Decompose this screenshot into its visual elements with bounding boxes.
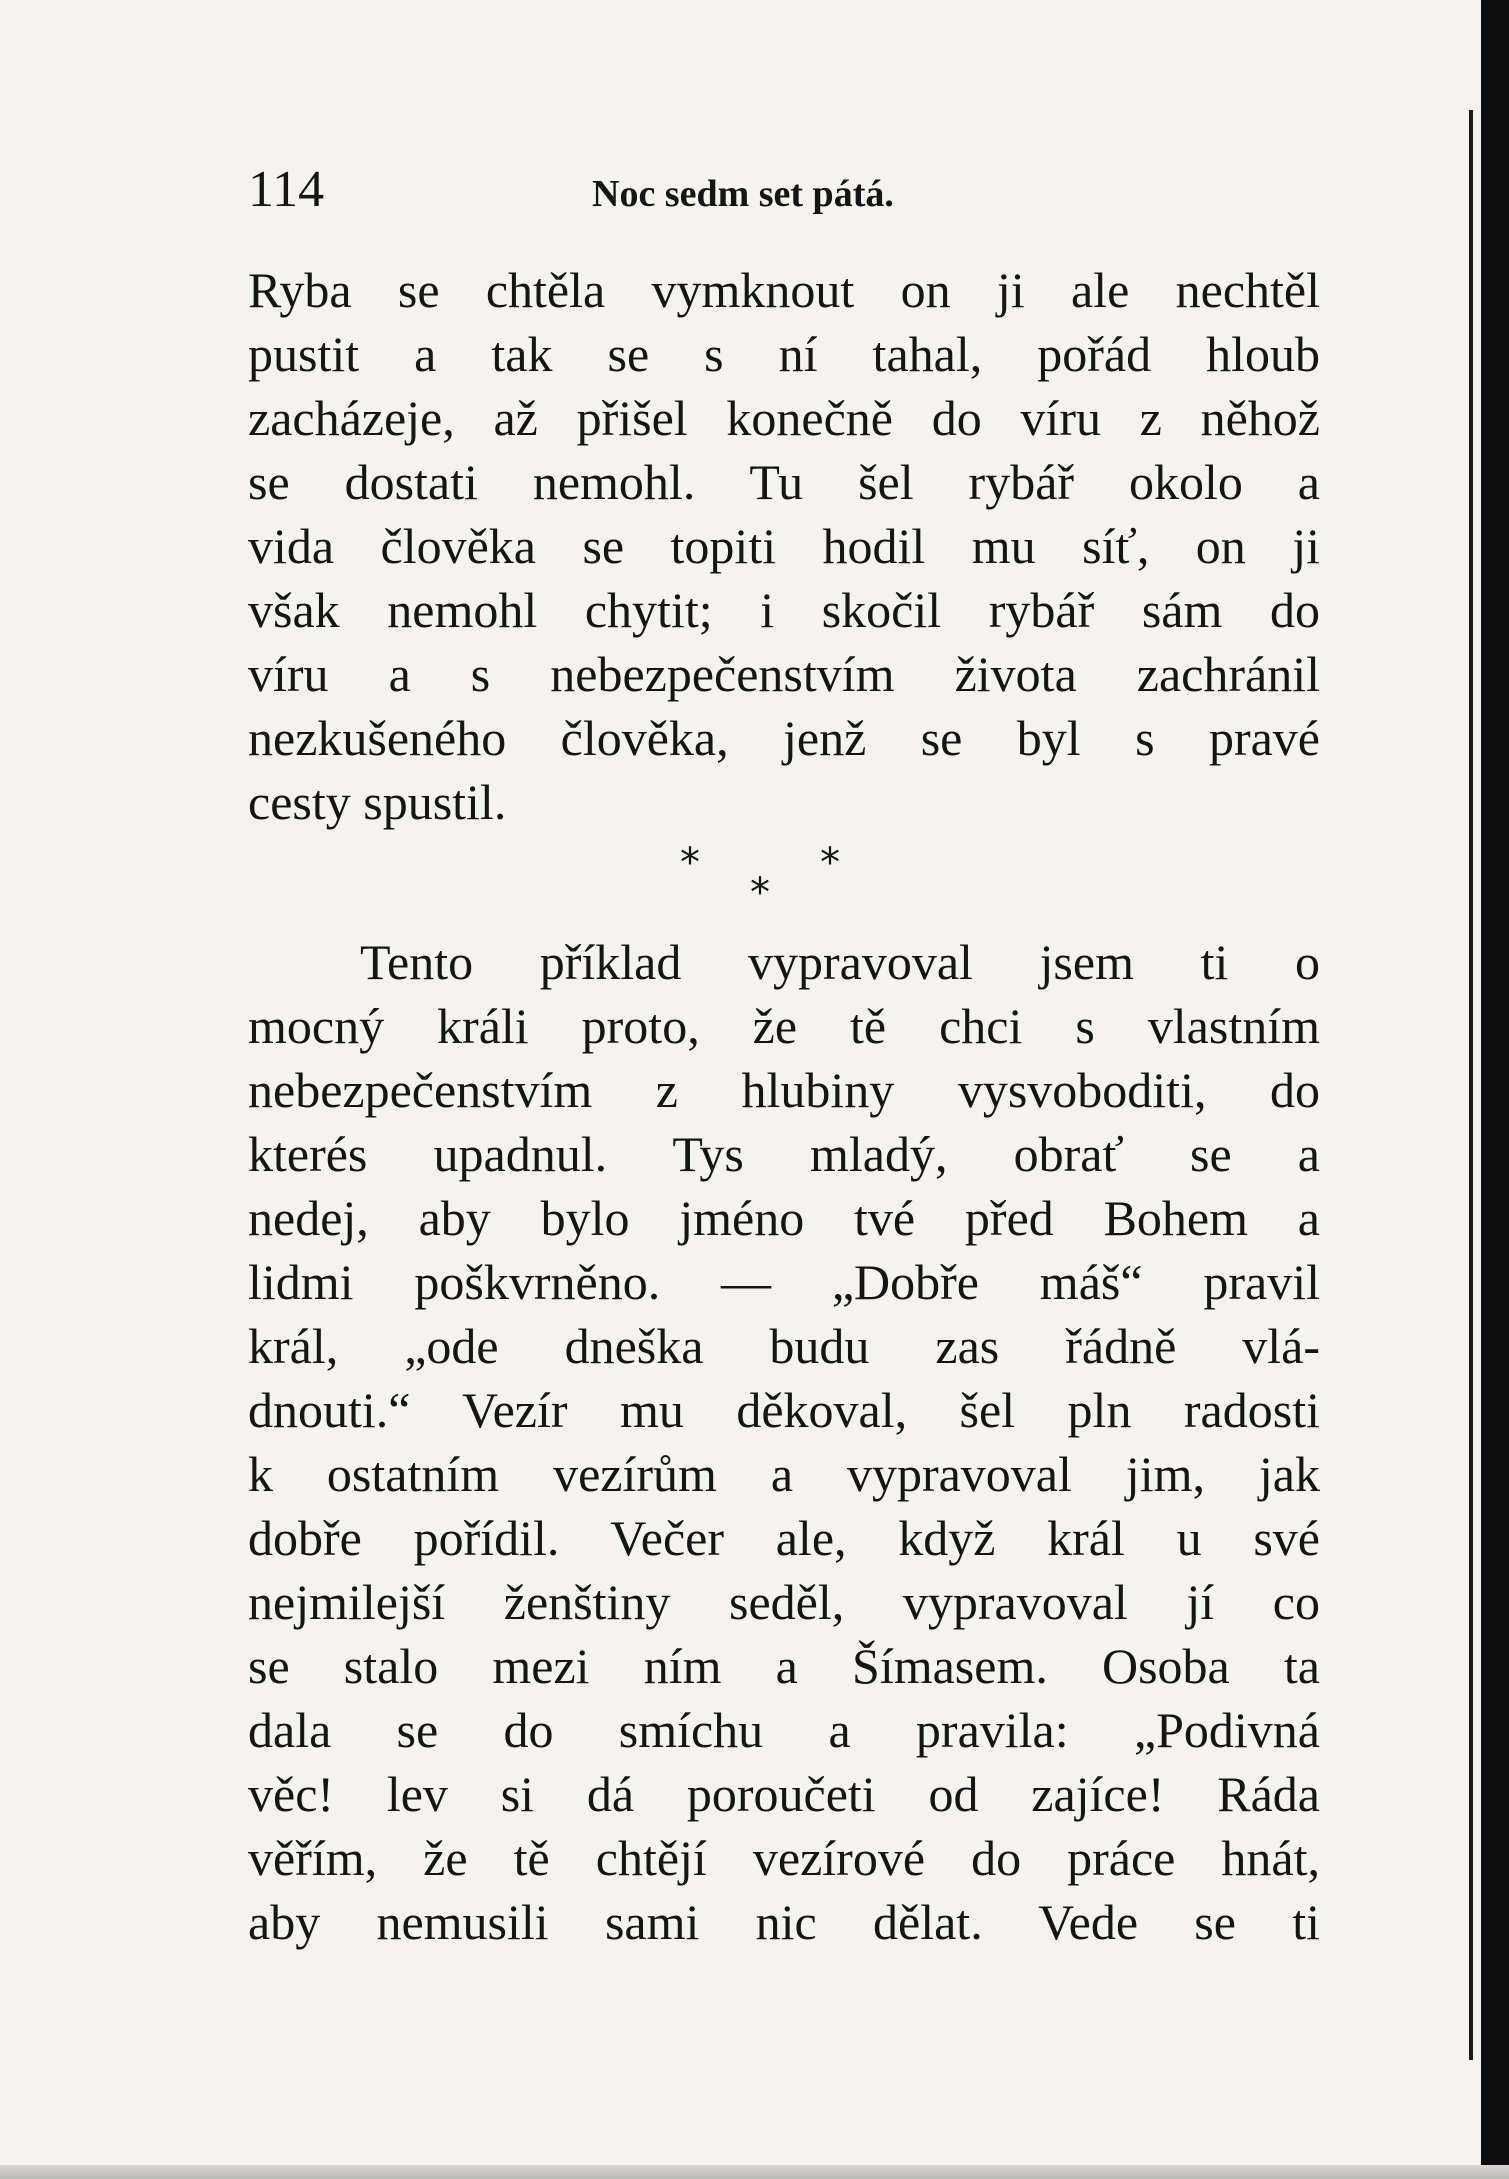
text-line: se dostati nemohl. Tu šel rybář okolo a (248, 454, 1320, 510)
scan-border (1481, 0, 1509, 2179)
text-line: k ostatním vezírům a vypravoval jim, jak (248, 1446, 1320, 1502)
text-line: cesty spustil. (248, 774, 507, 830)
text-line: však nemohl chytit; i skočil rybář sám do (248, 582, 1320, 638)
text-line: nezkušeného člověka, jenž se byl s pravé (248, 710, 1320, 766)
text-line: se stalo mezi ním a Šímasem. Osoba ta (248, 1638, 1320, 1694)
text-line: věřím, že tě chtějí vezírové do práce hnát, (248, 1830, 1320, 1886)
asterisk: * (680, 840, 700, 886)
text-line: Tento příklad vypravoval jsem ti o (360, 934, 1320, 990)
text-line: aby nemusili sami nic dělat. Vede se ti (248, 1894, 1320, 1950)
page-edge-rule (1469, 110, 1473, 2060)
paragraph-1 (248, 258, 1320, 834)
asterisk: * (820, 840, 840, 886)
text-line: nebezpečenstvím z hlubiny vysvoboditi, do (248, 1062, 1320, 1118)
text-line: nedej, aby bylo jméno tvé před Bohem a (248, 1190, 1320, 1246)
running-title: Noc sedm set pátá. (592, 173, 894, 215)
text-line: lidmi poškvrněno. — „Dobře máš“ pravil (248, 1254, 1320, 1310)
text-line: dala se do smíchu a pravila: „Podivná (248, 1702, 1320, 1758)
text-line: dnouti.“ Vezír mu děkoval, šel pln radosti (248, 1382, 1320, 1438)
text-line: dobře pořídil. Večer ale, když král u své (248, 1510, 1320, 1566)
text-line: král, „ode dneška budu zas řádně vlá- (248, 1318, 1320, 1374)
section-divider (680, 840, 880, 920)
text-line: zacházeje, až přišel konečně do víru z něhož (248, 390, 1320, 446)
page-number: 114 (248, 161, 325, 218)
text-line: pustit a tak se s ní tahal, pořád hloub (248, 326, 1320, 382)
running-header (248, 160, 1328, 220)
asterisk: * (750, 870, 770, 916)
scan-bottom-edge (0, 2165, 1509, 2179)
text-line: nejmilejší ženštiny seděl, vypravoval jí co (248, 1574, 1320, 1630)
paragraph-2 (248, 930, 1320, 1954)
text-line: víru a s nebezpečenstvím života zachránil (248, 646, 1320, 702)
text-line: Ryba se chtěla vymknout on ji ale nechtěl (248, 262, 1320, 318)
text-line: věc! lev si dá poroučeti od zajíce! Ráda (248, 1766, 1320, 1822)
text-line: kterés upadnul. Tys mladý, obrať se a (248, 1126, 1320, 1182)
text-line: vida člověka se topiti hodil mu síť, on ji (248, 518, 1320, 574)
text-line: mocný králi proto, že tě chci s vlastním (248, 998, 1320, 1054)
